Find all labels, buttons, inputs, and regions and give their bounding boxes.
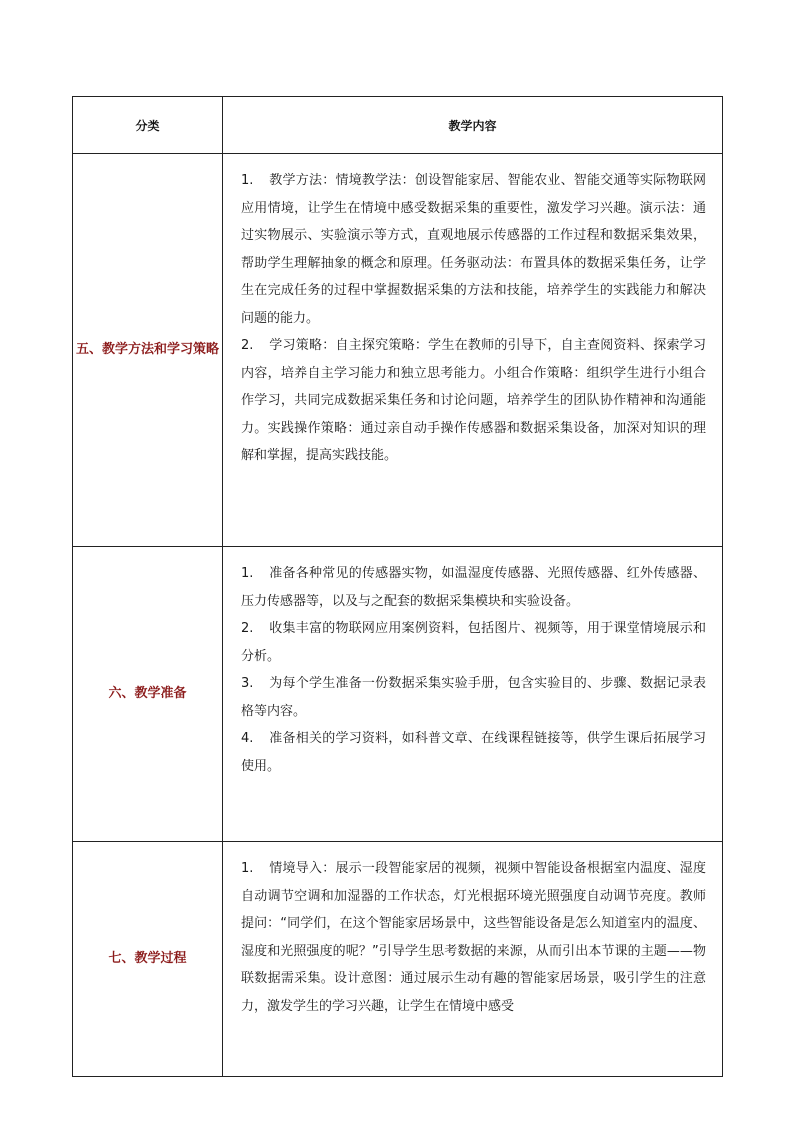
item-text: 教学方法：情境教学法：创设智能家居、智能农业、智能交通等实际物联网应用情境，让学生在情境中感受数据采集的重要性，激发学习兴趣。演示法：通过实物展示、实验演示等方式，直观地展示传感器的工作过程和数据采集效果，帮助学生理解抽象的概念和原理。任务驱动法：布置具体的数据采集任务，让学生在完成任务的过程中掌握数据采集的方法和技能，培养学生的实践能力和解决问题的能力。 — [241, 173, 706, 326]
table-header-row — [73, 97, 723, 154]
item-number: 1. — [241, 566, 254, 581]
item-text: 收集丰富的物联网应用案例资料，包括图片、视频等，用于课堂情境展示和分析。 — [241, 621, 706, 664]
item-number: 1. — [241, 861, 254, 876]
item-text: 为每个学生准备一份数据采集实验手册，包含实验目的、步骤、数据记录表格等内容。 — [241, 676, 706, 719]
item-number: 4. — [241, 731, 254, 746]
content-item — [241, 560, 706, 615]
item-text: 准备各种常见的传感器实物，如温湿度传感器、光照传感器、红外传感器、压力传感器等，以及与之配套的数据采集模块和实验设备。 — [241, 566, 706, 609]
content-clip — [241, 855, 706, 1053]
content-item — [241, 167, 706, 332]
item-text: 学习策略：自主探究策略：学生在教师的引导下，自主查阅资料、探索学习内容，培养自主学习能力和独立思考能力。小组合作策略：组织学生进行小组合作学习，共同完成数据采集任务和讨论问题，培养学生的团队协作精神和沟通能力。实践操作策略：通过亲自动手操作传感器和数据采集设备，加深对知识的理解和掌握，提高实践技能。 — [241, 338, 706, 463]
item-number: 2. — [241, 338, 254, 353]
row-content — [223, 547, 723, 842]
item-number: 1. — [241, 173, 254, 188]
header-category: 分类 — [73, 97, 223, 154]
content-item — [241, 855, 706, 1020]
row-category: 五、教学方法和学习策略 — [73, 154, 223, 547]
lesson-plan-table — [72, 96, 723, 1077]
content-item — [241, 615, 706, 670]
item-text: 准备相关的学习资料，如科普文章、在线课程链接等，供学生课后拓展学习使用。 — [241, 731, 706, 774]
content-item — [241, 725, 706, 780]
content-item — [241, 670, 706, 725]
item-number: 2. — [241, 621, 254, 636]
table-row — [73, 547, 723, 842]
table-row — [73, 154, 723, 547]
row-content — [223, 842, 723, 1077]
content-item — [241, 332, 706, 470]
item-text: 情境导入：展示一段智能家居的视频，视频中智能设备根据室内温度、湿度自动调节空调和加湿器的工作状态，灯光根据环境光照强度自动调节亮度。教师提问：“同学们，在这个智能家居场景中，这些智能设备是怎么知道室内的温度、湿度和光照强度的呢？”引导学生思考数据的来源，从而引出本节课的主题——物联数据需采集。设计意图：通过展示生动有趣的智能家居场景，吸引学生的注意力，激发学生的学习兴趣，让学生在情境中感受 — [241, 861, 706, 1014]
row-category: 七、教学过程 — [73, 842, 223, 1077]
item-number: 3. — [241, 676, 254, 691]
table-row — [73, 842, 723, 1077]
row-category: 六、教学准备 — [73, 547, 223, 842]
row-content — [223, 154, 723, 547]
header-content: 教学内容 — [223, 97, 723, 154]
